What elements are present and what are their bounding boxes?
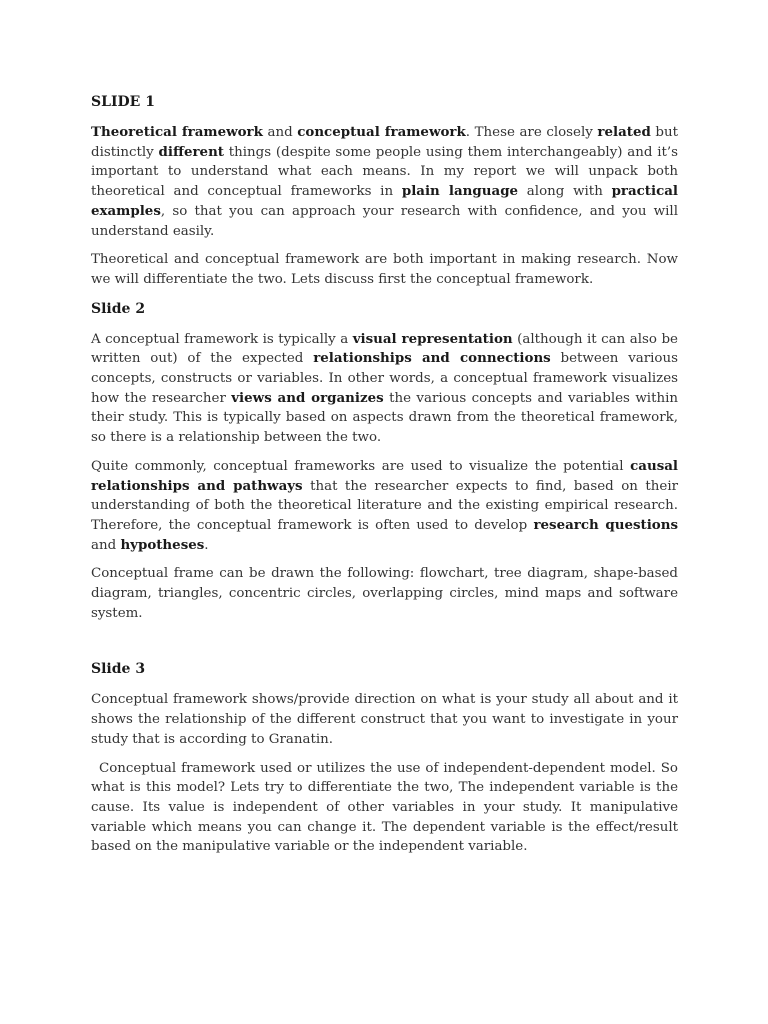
slide-1-paragraph-2 <box>91 250 678 289</box>
text-run: related <box>597 124 651 140</box>
slide-2-paragraph-2 <box>91 457 678 556</box>
text-run: A conceptual framework is typically a <box>91 331 353 347</box>
slide-3-paragraph-1 <box>91 690 678 749</box>
text-run: . <box>204 537 209 553</box>
slide-2-heading: Slide 2 <box>91 300 146 317</box>
slide-2-paragraph-3 <box>91 564 678 623</box>
text-run: that the researcher expects to find, based on their understanding of both the theoretical literature and the existing empirical research. Therefore, the conceptual framework is often used to develop <box>91 478 679 533</box>
text-run: views and organizes <box>231 389 384 406</box>
text-run: research questions <box>533 516 678 533</box>
text-run: along with <box>518 184 612 200</box>
text-run: relationships and connections <box>313 350 551 367</box>
slide-3-heading: Slide 3 <box>91 661 146 678</box>
slide-3-paragraph-2 <box>91 759 678 858</box>
slide-1-heading: SLIDE 1 <box>91 94 155 110</box>
text-run: Conceptual framework used or utilizes the use of independent-dependent model. So what is this model? Lets try to differentiate the two, The independent variable is the cause. Its value is independent of other variables in your study. It manipulative variable which means you can change it. The dependent variable is the effect/result based on the manipulative variable or the independent variable. <box>91 760 678 855</box>
text-run: and <box>262 125 298 140</box>
text-run: between various concepts, constructs or variables. In other words, a conceptual framework visualizes how the researcher <box>91 351 678 406</box>
text-run: but distinctly <box>91 125 678 160</box>
text-run: causal relationships and pathways <box>91 457 678 494</box>
slide-2-paragraph-1 <box>91 330 678 448</box>
text-run: Conceptual framework shows/provide direction on what is your study all about and it shows the relationship of the different construct that you want to investigate in your study that is according to Granatin. <box>91 692 678 747</box>
text-run: Theoretical framework <box>91 124 263 140</box>
text-run: Quite commonly, conceptual frameworks are used to visualize the potential <box>91 458 631 474</box>
document-page <box>91 92 678 857</box>
slide-1-paragraph-1 <box>91 123 678 241</box>
text-run: . These are closely <box>465 125 598 140</box>
text-run: plain language <box>401 183 519 200</box>
text-run: Theoretical and conceptual framework are both important in making research. Now we will differentiate the two. Lets discuss first the conceptual framework. <box>91 252 678 287</box>
text-run: the various concepts and variables within their study. This is typically based on aspects drawn from the theoretical framework, so there is a relationship between the two. <box>91 390 678 446</box>
text-run: visual representation <box>352 330 513 347</box>
text-run: different <box>158 143 224 160</box>
text-run: Conceptual frame can be drawn the following: flowchart, tree diagram, shape-based diagram, triangles, concentric circles, overlapping circles, mind maps and software system. <box>91 566 678 621</box>
text-run: , so that you can approach your research with confidence, and you will understand easily. <box>91 203 678 239</box>
text-run: practical examples <box>91 183 678 219</box>
text-run: conceptual framework <box>297 124 466 140</box>
text-run: (although it can also be written out) of the expected <box>91 331 678 367</box>
text-run: and <box>91 537 121 553</box>
text-run: things (despite some people using them interchangeably) and it’s important to understand what each means. In my report we will unpack both theoretical and conceptual frameworks in <box>91 144 679 200</box>
text-run: hypotheses <box>120 536 205 553</box>
